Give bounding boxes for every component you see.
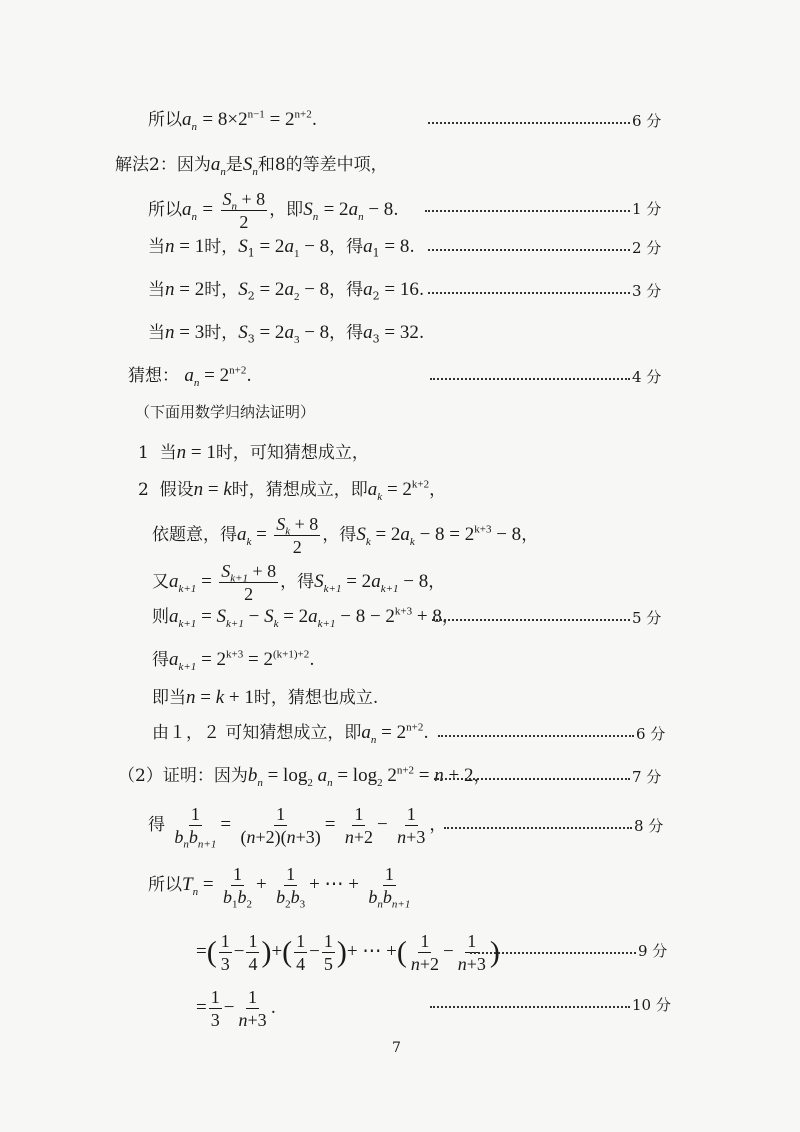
score-mark: 4 分 bbox=[632, 368, 662, 386]
score-mark: 9 分 bbox=[638, 942, 668, 960]
exam-answer-page: 所以$a_n = 8\times 2^{n-1} = 2^{n+2}$. 6 分 解法2：因为$a_n$是$S_n$和8的等差中项， 所以$a_n$ = $\frac{S_n + 8}{2}$ ，即$S_n = 2a_n - 8$. 1 分 当n = 1时，$S_1 = 2a_1 - 8$，得$a_1 = 8$. 2 分 当n = 2时，$S_2 = 2a_2 - 8$，得$a_2 = 16$. 3 分 当n = 3时，$S_3 = 2a_3 - 8$，得$a_3 = 32$. 猜想： $a_n = 2^{n+2}$. 4 分 （下面用数学归纳法证明） 1 当n = 1时，可知猜想成立， 2 假设n = k时，猜想成立，即$a_k = 2^{k+2}$， 依题意，得$a_k$ = $\frac{S_k + 8}{2}$ ，得$S_k = 2a_k - 8 = 2^{k+3} - 8$， 又$a_{k+1}$ = $\frac{S_{k+1} + 8}{2}$ ，得$S_{k+1} = 2a_{k+1} - 8$， 则$a_{k+1} = S_{k+1} - S_k = 2a_{k+1} - 8 - 2^{k+3} + 8$， 5 分 得$a_{k+1} = 2^{k+3} = 2^{(k+1)+2}$. 即当n = k + 1时，猜想也成立. 由１，２ 可知猜想成立，即$a_n = 2^{n+2}$. 6 分 （2）证明：因为$b_n = \log_2 a_n = \log_2 2^{n+2} = n + 2$， 7 分 得 $\frac{1}{b_nb_{n+1}}$ = $\frac{1}{(n+2)(n+3)}$ = $\frac{1}{n+2}$ − $\frac{1}{n+3}$ ， 8 分 所以$T_n$ = $\frac{1}{b_1b_2}$ + $\frac{1}{b_2b_3}$ + ⋯ + $\frac{1}{b_nb_{n+1}}$ =( $\frac{1}{3}$ − $\frac{1}{4}$ )+( $\frac{1}{4}$ − $\frac{1}{5}$ )+ ⋯ +( $\frac{1}{n+2}$ − $\frac{1}{n+3}$ ) 9 分 = $\frac{1}{3}$ − $\frac{1}{n+3}$ . 10 分 7 bbox=[115, 108, 671, 1056]
score-mark: 7 分 bbox=[632, 768, 662, 786]
score-mark: 6 分 bbox=[636, 725, 666, 743]
score-mark: 10 分 bbox=[632, 996, 671, 1014]
score-mark: 6 分 bbox=[632, 112, 662, 130]
score-mark: 2 分 bbox=[632, 239, 662, 257]
score-mark: 8 分 bbox=[634, 817, 664, 835]
score-mark: 5 分 bbox=[632, 609, 662, 627]
page-number: 7 bbox=[392, 1040, 401, 1056]
score-mark: 3 分 bbox=[632, 282, 662, 300]
score-mark: 1 分 bbox=[632, 200, 662, 218]
